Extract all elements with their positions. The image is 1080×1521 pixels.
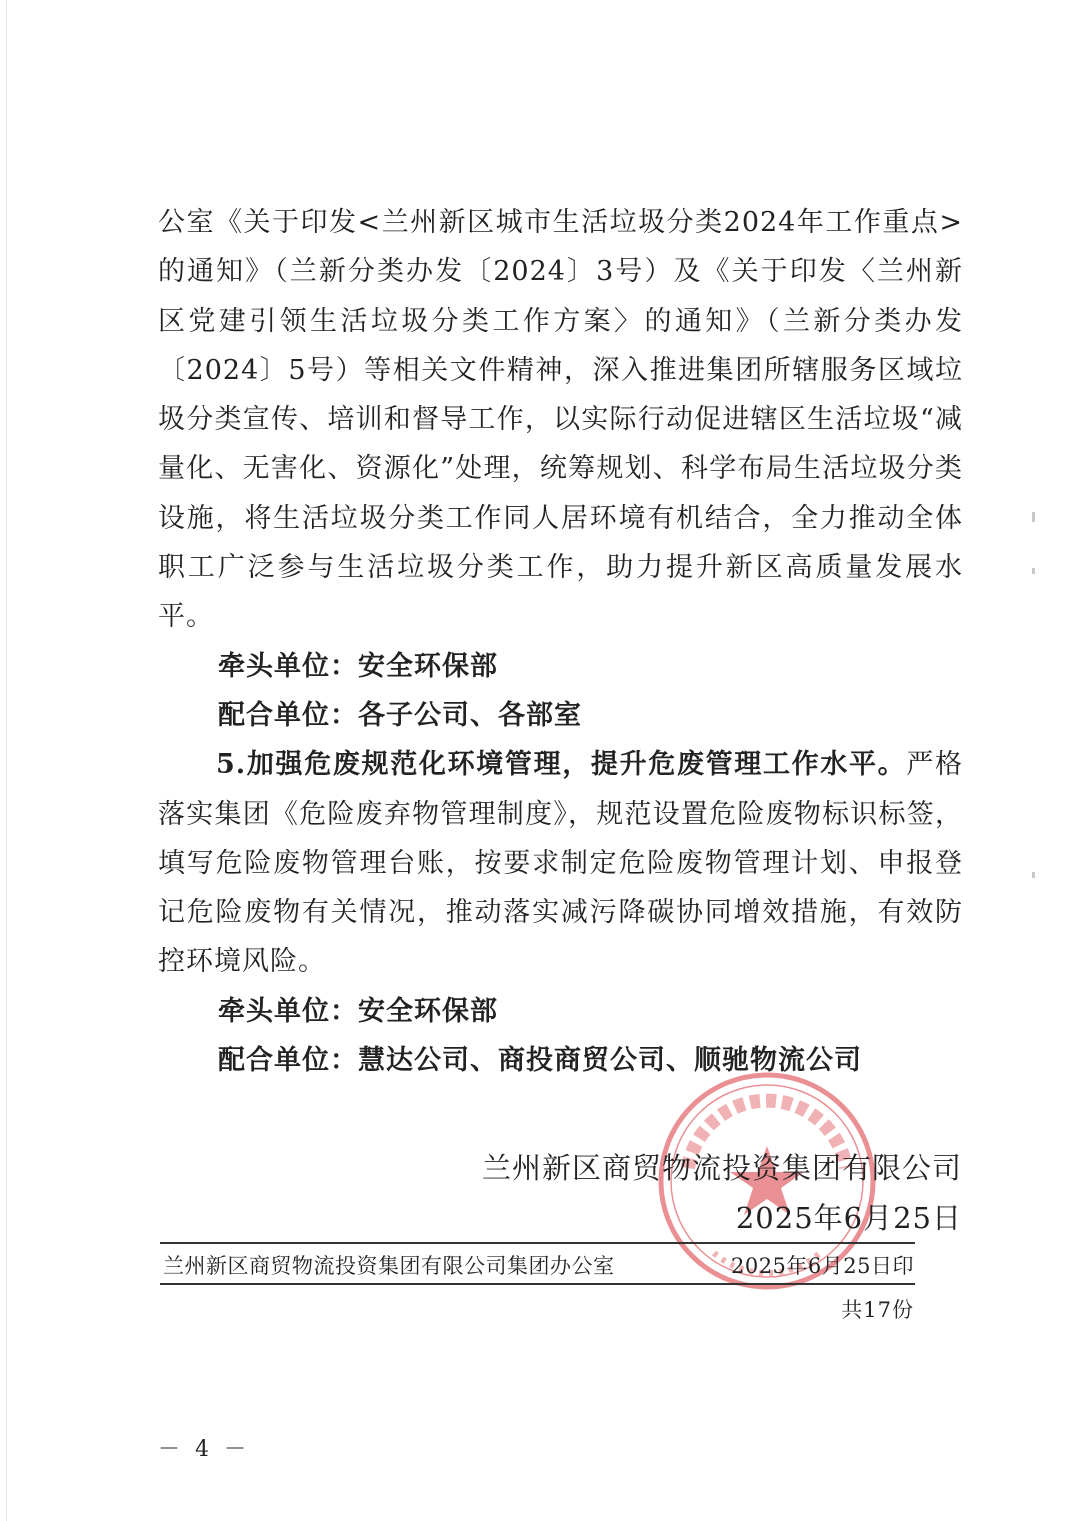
lead-unit-line-2: 牵头单位：安全环保部 [218,995,498,1027]
footer-top-rule [160,1242,915,1244]
scan-speck [1032,512,1035,522]
support-unit-line: 配合单位：各子公司、各部室 [218,699,582,731]
footer-bottom-rule [160,1283,915,1285]
item-5-body: 严格落实集团《危险废弃物管理制度》，规范设置危险废物标识标签，填写危险废物管理台账，按要求制定危险废物管理计划、申报登记危险废物有关情况，推动落实减污降碳协同增效措施，有效防控环境风险。 [158,749,964,978]
lead-unit-line: 牵头单位：安全环保部 [218,650,498,682]
footer-copies: 共17份 [841,1298,914,1322]
support-unit-line-2: 配合单位：慧达公司、商投商贸公司、顺驰物流公司 [218,1045,862,1077]
signature-block [482,1143,962,1243]
signature-company: 兰州新区商贸物流投资集团有限公司 [481,1151,962,1185]
scan-speck [1032,872,1035,878]
footer-issuer: 兰州新区商贸物流投资集团有限公司集团办公室 [163,1254,615,1278]
page-number: － 4 － [158,1437,250,1462]
paragraph-continuation: 公室《关于印发<兰州新区城市生活垃圾分类2024年工作重点>的通知》（兰新分类办发〔2024〕3号）及《关于印发〈兰州新区党建引领生活垃圾分类工作方案〉的通知》（兰新分类办发〔2024〕5号）等相关文件精神，深入推进集团所辖服务区域垃圾分类宣传、培训和督导工作，以实际行动促进辖区生活垃圾“减量化、无害化、资源化”处理，统筹规划、科学布局生活垃圾分类设施，将生活垃圾分类工作同人居环境有机结合，全力推动全体职工广泛参与生活垃圾分类工作，助力提升新区高质量发展水平。 [158,207,963,633]
scan-speck [1032,568,1035,574]
footer-print-date: 2025年6月25日印 [730,1254,914,1278]
page-edge-line [6,0,7,1521]
document-body [158,198,963,1085]
item-5-paragraph [158,740,963,986]
item-5-heading: 5.加强危废规范化环境管理，提升危废管理工作水平。 [216,749,907,781]
signature-date: 2025年6月25日 [735,1201,962,1235]
